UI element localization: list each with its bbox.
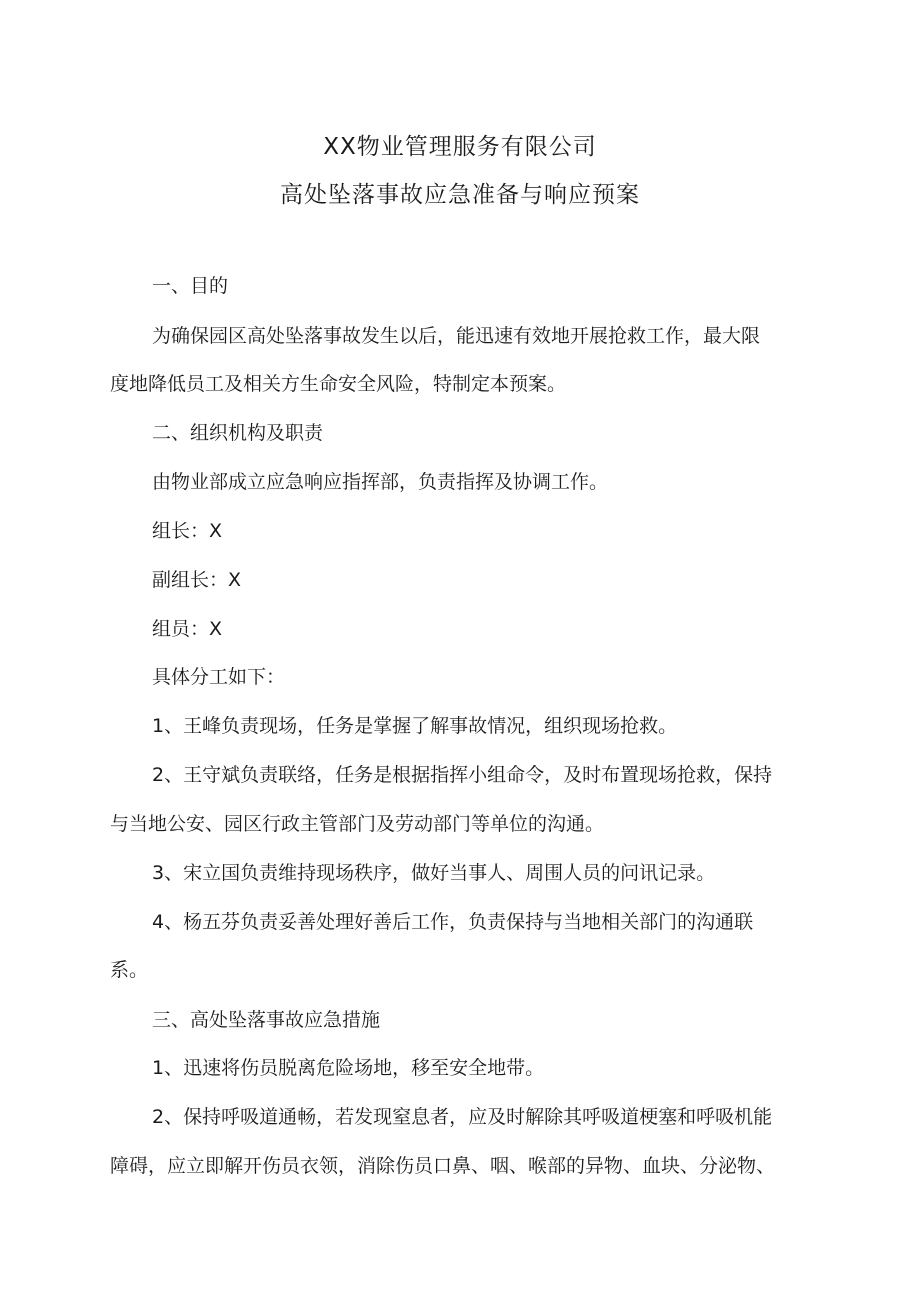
member-line: 组员：X [152,618,223,640]
measure-item-2-line2: 障碍，应立即解开伤员衣领，消除伤员口鼻、咽、喉部的异物、血块、分泌物、 [110,1155,776,1177]
measure-item-2-line1: 2、保持呼吸道通畅，若发现窒息者，应及时解除其呼吸道梗塞和呼吸机能 [152,1106,773,1128]
leader-line: 组长：X [152,520,223,542]
duty-item-1: 1、王峰负责现场，任务是掌握了解事故情况，组织现场抢救。 [152,715,678,737]
duty-item-3: 3、宋立国负责维持现场秩序，做好当事人、周围人员的问讯记录。 [152,862,716,884]
measure-item-1: 1、迅速将伤员脱离危险场地，移至安全地带。 [152,1057,545,1079]
section-heading-purpose: 一、目的 [152,275,229,297]
company-title: XX物业管理服务有限公司 [323,134,597,160]
duty-item-2-line1: 2、王守斌负责联络，任务是根据指挥小组命令，及时布置现场抢救，保持 [152,764,773,786]
duty-item-2-line2: 与当地公安、园区行政主管部门及劳动部门等单位的沟通。 [110,813,605,835]
purpose-paragraph-line1: 为确保园区高处坠落事故发生以后，能迅速有效地开展抢救工作，最大限 [152,325,761,347]
duty-item-4-line2: 系。 [110,959,149,981]
duty-item-4-line1: 4、杨五芬负责妥善处理好善后工作，负责保持与当地相关部门的沟通联 [152,911,754,933]
section-heading-measures: 三、高处坠落事故应急措施 [152,1009,381,1031]
section-heading-organization: 二、组织机构及职责 [152,422,324,444]
division-intro: 具体分工如下： [152,666,286,688]
plan-title: 高处坠落事故应急准备与响应预案 [280,182,640,208]
organization-intro: 由物业部成立应急响应指挥部，负责指挥及协调工作。 [152,471,609,493]
deputy-leader-line: 副组长：X [152,569,242,591]
purpose-paragraph-line2: 度地降低员工及相关方生命安全风险，特制定本预案。 [110,373,567,395]
